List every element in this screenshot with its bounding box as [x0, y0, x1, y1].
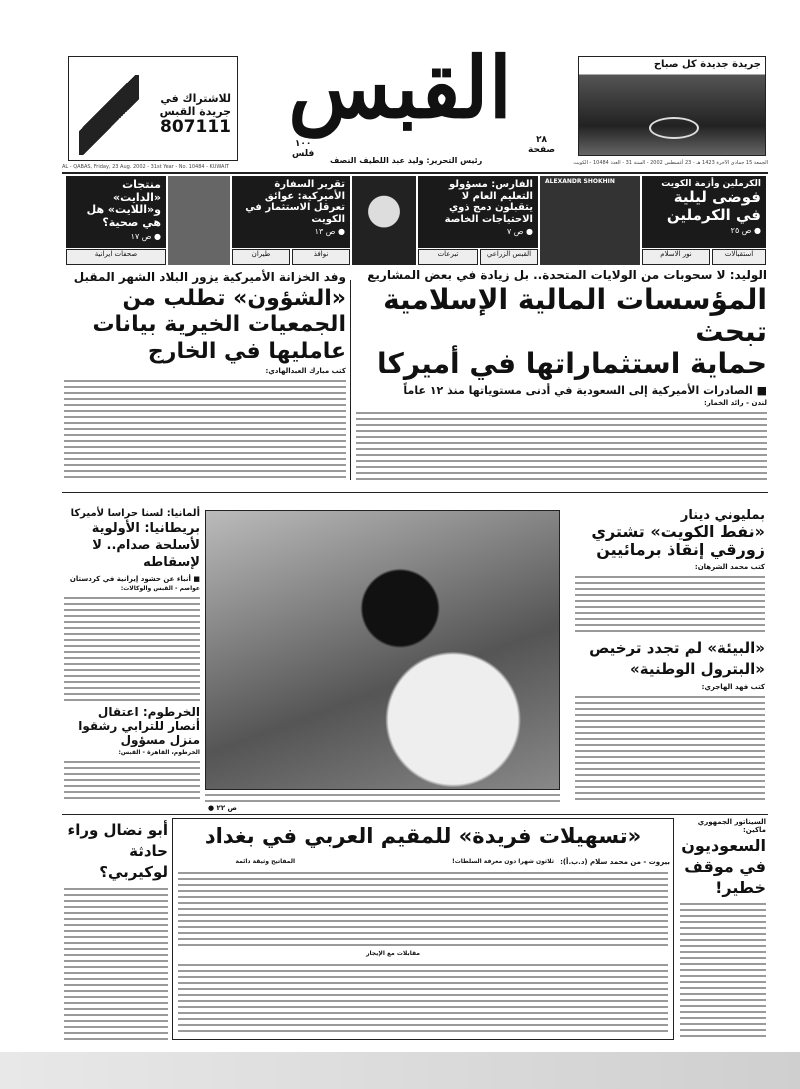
pages-count: ٢٨	[536, 135, 548, 145]
bottom-rule	[62, 814, 768, 815]
germany-subheadline: ■ أنباء عن حشود إيرانية في كردستان	[69, 574, 200, 583]
left-story-body-text	[64, 378, 346, 480]
gas-mask-photo	[205, 510, 560, 790]
khartoum-story	[64, 706, 200, 802]
scan-bottom-strip	[0, 1052, 800, 1089]
section-aviation[interactable]: طيران	[232, 249, 290, 265]
price: ١٠٠	[294, 139, 312, 149]
teaser-embassy-report[interactable]	[232, 176, 350, 248]
oil-story-body-text	[575, 574, 765, 634]
abunidal-story	[64, 820, 168, 1040]
lead-body-text	[356, 410, 767, 480]
lead-story	[356, 268, 767, 480]
section-agriculture[interactable]: القبس الزراعي	[480, 249, 538, 265]
subscription-ad[interactable]	[68, 56, 238, 161]
photo-caption	[205, 792, 560, 804]
english-dateline: AL - QABAS, Friday, 23 Aug. 2002 - 31st Year - No. 10484 - KUWAIT	[62, 164, 229, 170]
env-story-headline[interactable]: «البيئة» لم تجدد ترخيص «البترول الوطنية»	[589, 639, 765, 678]
teaser-portrait-photo	[352, 176, 416, 265]
teaser-education-title: الفارس: مسؤولو التعليم العام لا يتقبلون دمج ذوي الاحتياجات الخاصة	[444, 179, 533, 225]
lead-subheadline: ■ الصادرات الأميركية إلى السعودية في أدنى مستوياتها منذ ١٢ عاماً	[403, 383, 767, 397]
oil-story-byline: كتب محمد الشرهان:	[694, 562, 765, 571]
pages-label: صفحة	[528, 144, 556, 155]
germany-byline: عواصم - القبس والوكالات:	[120, 584, 200, 592]
oil-story	[575, 508, 765, 634]
section-donations[interactable]: تبرعات	[418, 249, 478, 265]
baghdad-byline: بيروت - من محمد سلام (د.ب.أ):	[560, 858, 670, 866]
teaser-diet-title: منتجات «الدايت» و«اللايت» هل هي صحية؟	[86, 178, 161, 229]
baghdad-body-text	[178, 870, 668, 948]
teaser-education[interactable]	[418, 176, 538, 248]
teaser-embassy-title: تقرير السفارة الأميركية: عوائق تعرقل الاستثمار في الكويت	[245, 179, 345, 225]
left-story	[64, 270, 346, 480]
khartoum-headline[interactable]: الخرطوم: اعتقال أنصار للترابي رشقوا منزل مسؤول	[78, 705, 200, 747]
newspaper-logo: القبس	[288, 38, 512, 137]
editor-line: رئيس التحرير: وليد عبد اللطيف النصف	[330, 156, 483, 165]
teaser-kremlin-kicker: الكرملين وأزمة الكويت	[661, 179, 761, 189]
phone-handset-icon	[79, 75, 139, 155]
section-windows[interactable]: نوافذ	[292, 249, 350, 265]
teaser-kremlin-page: ● ص ٢٥	[730, 225, 761, 235]
subscription-line2: جريدة القبس	[159, 104, 231, 118]
lead-byline: لندن - رائد الخمار:	[703, 398, 767, 407]
germany-body-text	[64, 595, 200, 704]
baghdad-body-text-2	[178, 962, 668, 1035]
section-iranian-press[interactable]: صحفات ايرانية	[66, 249, 166, 265]
lead-headline-2[interactable]: حماية استثماراتها في أميركا	[377, 347, 767, 381]
saudi-kicker: السيناتور الجمهوري ماكين:	[697, 818, 766, 834]
baghdad-headline[interactable]: «تسهيلات فريدة» للمقيم العربي في بغداد	[204, 824, 642, 848]
khartoum-page-ref: ● ص ٢٢	[208, 804, 237, 812]
subscription-phone: 807111	[160, 117, 231, 138]
eye-emblem-icon	[649, 117, 699, 139]
oil-story-kicker: بمليوني دينار	[680, 508, 765, 523]
saudi-body-text	[680, 901, 766, 1040]
teaser-food-photo	[168, 176, 230, 265]
left-story-byline: كتب مبارك العبدالهادي:	[265, 367, 346, 376]
abunidal-body-text	[64, 886, 168, 1040]
promo-caption: جريدة جديدة كل صباح	[653, 59, 761, 70]
env-story-byline: كتب فهد الهاجري:	[701, 683, 765, 691]
teaser-shokhin-caption: ALEXANDR SHOKHIN	[545, 178, 615, 185]
column-rule	[350, 280, 351, 480]
baghdad-subhead-1: ثلاثون شهرا دون معرفة السلطات!	[451, 858, 554, 865]
teaser-embassy-page: ● ص ١٣	[314, 227, 345, 236]
pages-block	[528, 136, 555, 156]
lead-kicker: الوليد: لا سحوبات من الولايات المتحدة.. بل زيادة في بعض المشاريع	[367, 268, 767, 282]
germany-headline[interactable]: بريطانيا: الأولوية لأسلحة صدام.. لا لإسقاطه	[91, 521, 200, 570]
khartoum-body-text	[64, 759, 200, 802]
oil-story-headline[interactable]: «نفط الكويت» تشتري زورقي إنقاذ برمائيين	[591, 522, 765, 560]
germany-story	[64, 508, 200, 704]
promo-ad[interactable]	[578, 56, 766, 156]
section-receptions[interactable]: استقبالات	[712, 249, 766, 265]
arabic-dateline: الجمعة 15 جمادى الآخرة 1423 هـ - 23 أغسطس 2002 - السنة 31 - العدد 10484 - الكويت	[573, 160, 768, 166]
subscription-line1: للاشتراك في	[160, 92, 231, 105]
saudi-story	[680, 818, 766, 1040]
subscription-text	[160, 93, 231, 138]
masthead-rule	[62, 172, 768, 174]
saudi-headline[interactable]: السعوديون في موقف خطير!	[681, 836, 766, 897]
teaser-diet[interactable]	[66, 176, 166, 248]
teaser-education-page: ● ص ٧	[506, 227, 533, 236]
price-block	[292, 140, 314, 160]
env-story-body-text	[575, 694, 765, 800]
baghdad-subhead-3: مقابلات مع الإيجار	[366, 950, 420, 957]
section-rule	[62, 492, 768, 493]
baghdad-subhead-2: المفاتيح وثيقة دائمة	[235, 858, 295, 865]
section-islam[interactable]: نور الاسلام	[642, 249, 710, 265]
abunidal-headline[interactable]: أبو نضال وراء حادثة لوكيربي؟	[67, 821, 168, 881]
left-story-headline[interactable]: «الشؤون» تطلب من الجمعيات الخيرية بيانات عامليها في الخارج	[92, 286, 346, 364]
left-story-kicker: وفد الخزانة الأميركية يزور البلاد الشهر المقبل	[73, 270, 346, 284]
teaser-photo-shokhin[interactable]	[540, 176, 640, 265]
price-unit: فلس	[292, 148, 315, 159]
env-story	[575, 638, 765, 800]
khartoum-byline: الخرطوم، القاهرة - القبس:	[118, 749, 200, 757]
teaser-diet-page: ● ص ١٧	[130, 231, 161, 241]
teaser-kremlin-title: فوضى ليلية في الكرملين	[666, 188, 761, 224]
germany-kicker: ألمانيا: لسنا حراسا لأميركا	[70, 508, 200, 519]
lead-headline-1[interactable]: المؤسسات المالية الإسلامية تبحث	[383, 283, 767, 349]
teaser-kremlin[interactable]	[642, 176, 766, 248]
